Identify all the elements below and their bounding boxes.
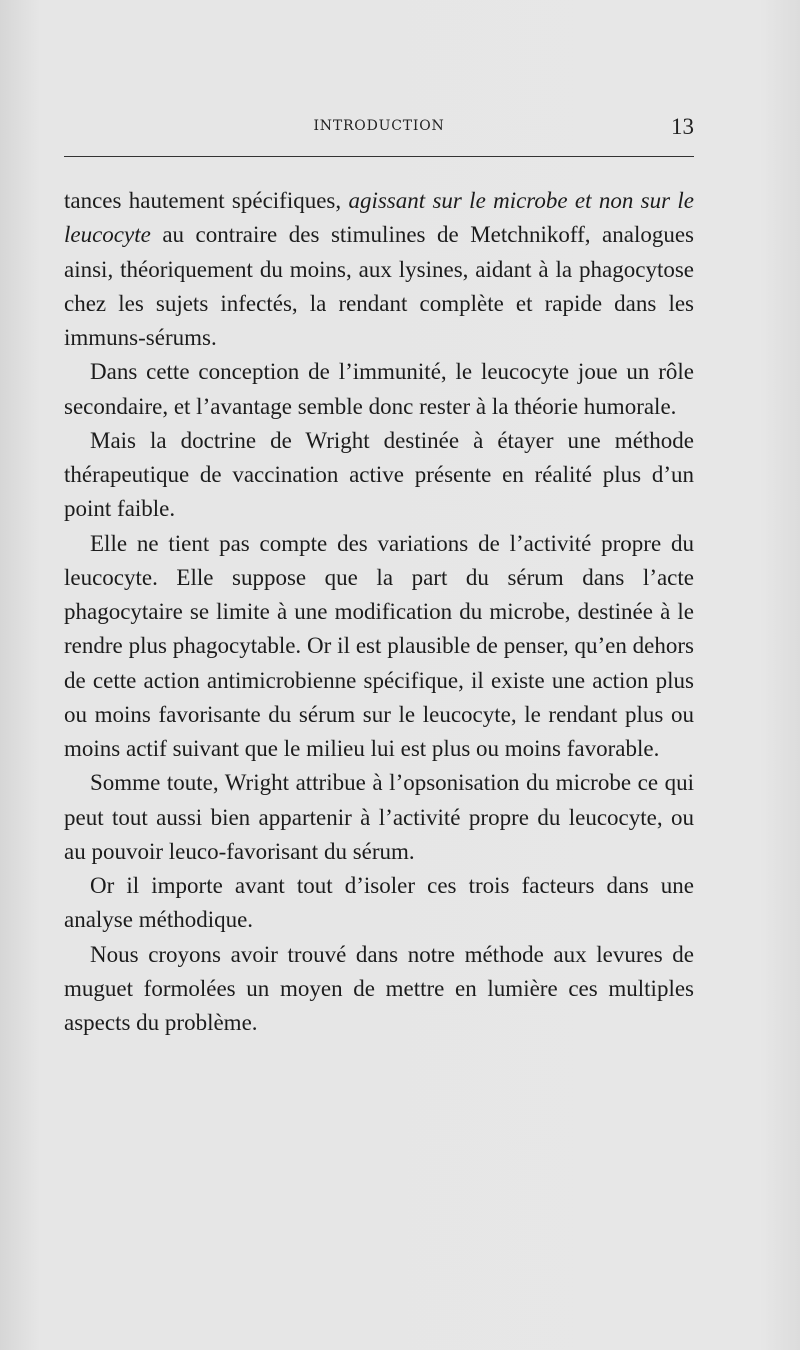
paragraph-1-italic: agissant sur le microbe et non sur le leucocyte	[64, 188, 695, 248]
paragraph-6: Or il importe avant tout d’isoler ces trois facteurs dans une analyse méthodique.	[64, 873, 694, 933]
paragraph-2: Dans cette conception de l’immunité, le leucocyte joue un rôle secondaire, et l’avantage semble donc rester à la théorie humorale.	[64, 359, 694, 419]
paragraph-4: Elle ne tient pas compte des variations de l’activité propre du leucocyte. Elle suppose que la part du sérum dans l’acte phagocytaire se limite à une modification du microbe, destinée à le rendre plus phagocytable. Or il est plausible de penser, qu’en dehors de cette action antimicrobienne spécifique, il existe une action plus ou moins favorisante du sérum sur le leucocyte, le rendant plus ou moins actif suivant que le milieu lui est plus ou moins favorable.	[64, 530, 694, 761]
header-rule	[64, 156, 694, 157]
body-text	[64, 184, 694, 1040]
running-header	[64, 114, 694, 140]
chapter-title: INTRODUCTION	[313, 118, 445, 134]
paragraph-7: Nous croyons avoir trouvé dans notre méthode aux levures de muguet formolées un moyen de mettre en lumière ces multiples aspects du problème.	[64, 941, 694, 1035]
paragraph-5: Somme toute, Wright attribue à l’opsonisation du microbe ce qui peut tout aussi bien appartenir à l’activité propre du leucocyte, ou au pouvoir leuco-favorisant du sérum.	[64, 770, 694, 864]
paragraph-1-end: au contraire des stimulines de Metchnikoff, analogues ainsi, théoriquement du moins, aux lysines, aidant à la phagocytose chez les sujets infectés, la rendant complète et rapide dans les immuns-sérums.	[64, 222, 694, 350]
paragraph-1	[64, 184, 694, 355]
paragraph-1-start: tances hautement spécifiques,	[64, 188, 349, 213]
page-number: 13	[671, 114, 694, 139]
paragraph-3: Mais la doctrine de Wright destinée à étayer une méthode thérapeutique de vaccination active présente en réalité plus d’un point faible.	[64, 427, 694, 522]
